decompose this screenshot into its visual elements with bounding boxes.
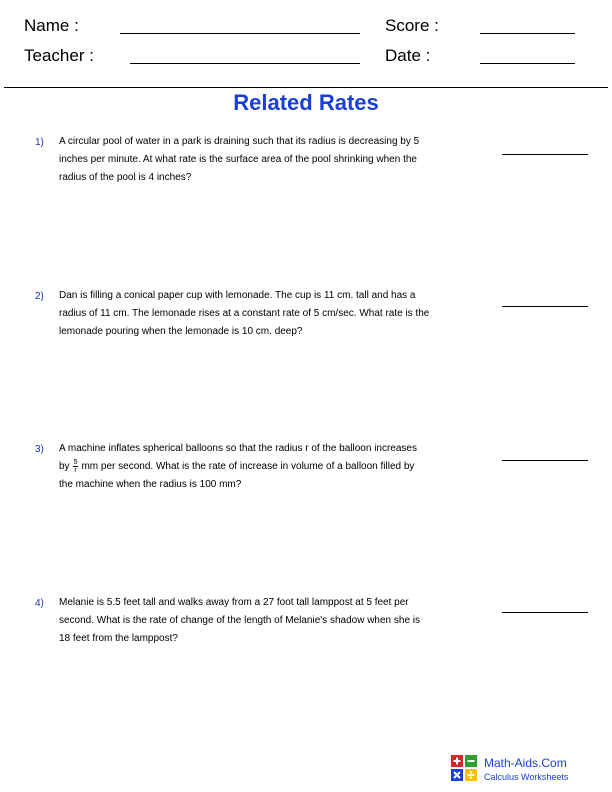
question-line: 18 feet from the lamppost?: [59, 633, 178, 644]
question-number: 1): [35, 137, 44, 148]
question-number: 2): [35, 291, 44, 302]
question-line: radius of 11 cm. The lemonade rises at a constant rate of 5 cm/sec. What rate is the: [59, 308, 430, 319]
question-line: [59, 458, 474, 476]
question-line: inches per minute. At what rate is the surface area of the pool shrinking when the: [59, 154, 417, 165]
score-label: Score :: [385, 16, 439, 35]
question-line: second. What is the rate of change of the length of Melanie's shadow when she is: [59, 615, 421, 626]
question-fragment: by: [59, 461, 70, 472]
name-label: Name :: [24, 16, 79, 35]
question-line: A machine inflates spherical balloons so that the radius r of the balloon increases: [59, 443, 417, 454]
fraction-denominator: r: [74, 466, 77, 474]
fraction-numerator: 5: [73, 458, 78, 466]
question-line: lemonade pouring when the lemonade is 10 cm. deep?: [59, 326, 303, 337]
question-line: radius of the pool is 4 inches?: [59, 172, 192, 183]
footer-brand: [484, 756, 568, 782]
answer-field[interactable]: [502, 306, 588, 307]
name-field[interactable]: [120, 33, 360, 34]
answer-field[interactable]: [502, 612, 588, 613]
teacher-label: Teacher :: [24, 46, 94, 65]
site-subtitle: Calculus Worksheets: [484, 772, 569, 782]
question-line: A circular pool of water in a park is draining such that its radius is decreasing by 5: [59, 136, 420, 147]
answer-field[interactable]: [502, 154, 588, 155]
date-label: Date :: [385, 46, 431, 65]
question-text: [59, 594, 474, 648]
site-name[interactable]: Math-Aids.Com: [484, 756, 567, 770]
question-line: Melanie is 5.5 feet tall and walks away from a 27 foot tall lamppost at 5 feet per: [59, 597, 409, 608]
header-divider: [4, 87, 608, 88]
question-text: [59, 440, 474, 494]
question-number: 4): [35, 598, 44, 609]
question-fragment: mm per second. What is the rate of increase in volume of a balloon filled by: [81, 461, 415, 472]
teacher-field[interactable]: [130, 63, 360, 64]
divide-dot-top: [470, 771, 472, 773]
math-aids-logo-icon: [451, 755, 477, 781]
page-title: Related Rates: [233, 90, 379, 115]
score-field[interactable]: [480, 33, 575, 34]
divide-dot-bottom: [470, 777, 472, 779]
date-field[interactable]: [480, 63, 575, 64]
question-number: 3): [35, 444, 44, 455]
answer-field[interactable]: [502, 460, 588, 461]
question-text: [59, 287, 474, 341]
question-text: [59, 133, 474, 187]
question-line: Dan is filling a conical paper cup with lemonade. The cup is 11 cm. tall and has a: [59, 290, 416, 301]
question-line: the machine when the radius is 100 mm?: [59, 479, 242, 490]
fraction: [73, 459, 79, 474]
